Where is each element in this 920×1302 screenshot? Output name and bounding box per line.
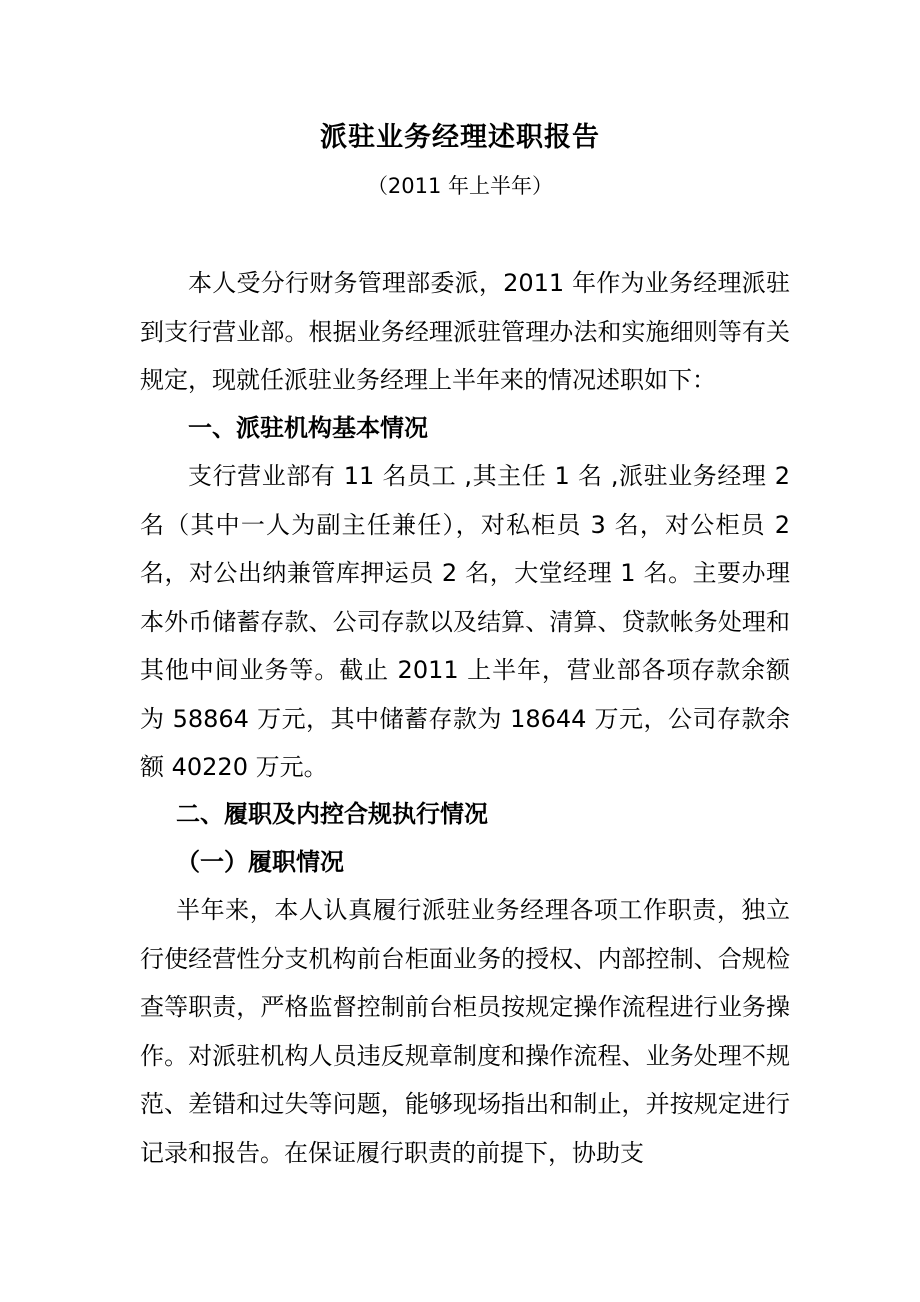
- paragraph-intro: 本人受分行财务管理部委派，2011 年作为业务经理派驻到支行营业部。根据业务经理派驻管理办法和实施细则等有关规定，现就任派驻业务经理上半年来的情况述职如下：: [140, 269, 790, 394]
- document-subtitle: （2011 年上半年）: [366, 174, 554, 198]
- paragraph-duties: 半年来，本人认真履行派驻业务经理各项工作职责，独立行使经营性分支机构前台柜面业务的授权、内部控制、合规检查等职责，严格监督控制前台柜员按规定操作流程进行业务操作。对派驻机构人员违反规章制度和操作流程、业务处理不规范、差错和过失等问题，能够现场指出和制止，并按规定进行记录和报告。在保证履行职责的前提下，协助支: [140, 896, 790, 1167]
- document-title: 派驻业务经理述职报告: [320, 122, 600, 153]
- section-heading-1: 一、派驻机构基本情况: [188, 414, 428, 442]
- section-heading-2: 二、履职及内控合规执行情况: [176, 800, 488, 828]
- subsection-heading-1: （一）履职情况: [176, 848, 344, 876]
- paragraph-basic-info: 支行营业部有 11 名员工 ,其主任 1 名 ,派驻业务经理 2 名（其中一人为副主任兼任），对私柜员 3 名，对公柜员 2 名，对公出纳兼管库押运员 2 名，大堂经理 1 名。主要办理本外币储蓄存款、公司存款以及结算、清算、贷款帐务处理和其他中间业务等。截止 2011 上半年，营业部各项存款余额为 58864 万元，其中储蓄存款为 18644 万元，公司存款余额 40220 万元。: [140, 462, 790, 781]
